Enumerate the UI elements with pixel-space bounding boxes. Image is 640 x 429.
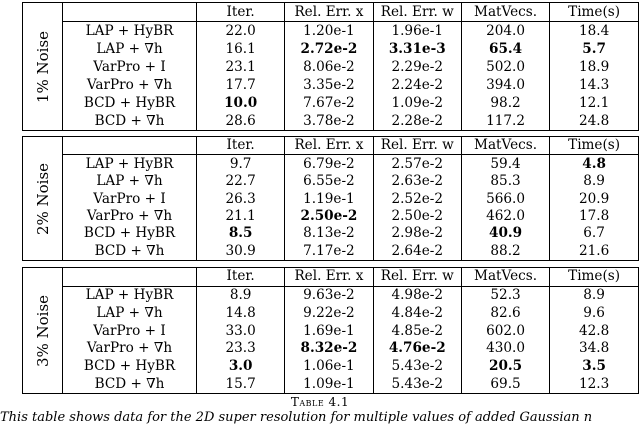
table-row — [63, 208, 638, 225]
table-cell: 1.96e-1 — [373, 22, 461, 41]
table-cell: 2.64e-2 — [373, 243, 461, 260]
table-cell: 34.8 — [550, 340, 638, 358]
table-cell: 8.32e-2 — [285, 340, 373, 358]
method-name: VarPro + ∇h — [86, 340, 173, 357]
table-cell: 1.69e-1 — [285, 322, 373, 340]
table-cell: 2.29e-2 — [373, 58, 461, 76]
table-cell: 21.1 — [197, 208, 285, 225]
column-header: Rel. Err. w — [373, 137, 461, 155]
table-cell: 3.78e-2 — [285, 112, 373, 130]
table-cell: 2.24e-2 — [373, 76, 461, 94]
table-cell: 9.7 — [197, 155, 285, 173]
table-cell: 2.72e-2 — [285, 40, 373, 58]
table-cell: 8.9 — [197, 286, 285, 304]
header-row — [63, 3, 638, 22]
table-cell: 5.43e-2 — [373, 375, 461, 393]
table-cell: 20.9 — [550, 190, 638, 207]
table-cell: 8.5 — [197, 225, 285, 242]
method-name: BCD + HyBR — [83, 225, 176, 242]
table-cell: 4.76e-2 — [373, 340, 461, 358]
table-cell: 2.28e-2 — [373, 112, 461, 130]
header-row — [63, 268, 638, 286]
table-row — [63, 40, 638, 58]
table-cell: 3.31e-3 — [373, 40, 461, 58]
table-row — [63, 305, 638, 323]
table-cell: 14.3 — [550, 76, 638, 94]
table-cell: 2.52e-2 — [373, 190, 461, 207]
table-cell: 18.4 — [550, 22, 638, 41]
noise-label-cell — [23, 137, 63, 260]
noise-label-cell — [23, 268, 63, 393]
table-row — [63, 225, 638, 242]
table-cell: 40.9 — [461, 225, 549, 242]
method-name: VarPro + ∇h — [86, 207, 173, 224]
table-cell: 10.0 — [197, 94, 285, 112]
table-row — [63, 286, 638, 304]
column-header: MatVecs. — [461, 268, 549, 286]
noise-block-1 — [22, 2, 639, 131]
noise-block-2 — [22, 136, 639, 261]
table-cell: 23.1 — [197, 58, 285, 76]
method-name: LAP + HyBR — [85, 287, 174, 304]
noise-label-cell — [23, 3, 63, 130]
column-header: Time(s) — [550, 3, 638, 22]
table-cell: 82.6 — [461, 305, 549, 323]
column-header: Rel. Err. x — [285, 3, 373, 22]
method-name: VarPro + I — [93, 322, 166, 339]
method-name: VarPro + ∇h — [86, 76, 173, 93]
method-name: LAP + ∇h — [96, 304, 163, 321]
table-cell: 602.0 — [461, 322, 549, 340]
table-cell: 5.43e-2 — [373, 358, 461, 376]
table-cell: 2.50e-2 — [285, 208, 373, 225]
table-cell: 4.8 — [550, 155, 638, 173]
table-cell: 394.0 — [461, 76, 549, 94]
table-cell: 22.0 — [197, 22, 285, 41]
table-row — [63, 375, 638, 393]
table-cell: 1.20e-1 — [285, 22, 373, 41]
table-cell: 566.0 — [461, 190, 549, 207]
table-cell: 30.9 — [197, 243, 285, 260]
table-cell: 2.50e-2 — [373, 208, 461, 225]
method-name: BCD + ∇h — [94, 242, 165, 259]
noise-label: 2% Noise — [33, 162, 52, 235]
noise-label: 1% Noise — [33, 30, 52, 103]
table-row — [63, 190, 638, 207]
table-cell: 3.5 — [550, 358, 638, 376]
table-cell: 15.7 — [197, 375, 285, 393]
table-cell: 24.8 — [550, 112, 638, 130]
column-header: Iter. — [197, 268, 285, 286]
method-name: LAP + ∇h — [96, 40, 163, 57]
table-cell: 21.6 — [550, 243, 638, 260]
table-cell: 9.6 — [550, 305, 638, 323]
table-cell: 4.84e-2 — [373, 305, 461, 323]
method-name: BCD + ∇h — [94, 375, 165, 392]
table-cell: 42.8 — [550, 322, 638, 340]
table-cell: 6.79e-2 — [285, 155, 373, 173]
column-header — [63, 137, 197, 155]
table-cell: 2.98e-2 — [373, 225, 461, 242]
table-cell: 6.55e-2 — [285, 173, 373, 190]
method-name: BCD + ∇h — [94, 112, 165, 129]
table-cell: 88.2 — [461, 243, 549, 260]
method-name: VarPro + I — [93, 190, 166, 207]
table-cell: 12.3 — [550, 375, 638, 393]
column-header — [63, 3, 197, 22]
method-name: BCD + HyBR — [83, 94, 176, 111]
table-cell: 7.67e-2 — [285, 94, 373, 112]
column-header: Rel. Err. x — [285, 137, 373, 155]
table-cell: 59.4 — [461, 155, 549, 173]
table-cell: 2.57e-2 — [373, 155, 461, 173]
column-header — [63, 268, 197, 286]
column-header: MatVecs. — [461, 137, 549, 155]
table-cell: 3.0 — [197, 358, 285, 376]
noise-label: 3% Noise — [33, 294, 52, 367]
table-cell: 8.9 — [550, 286, 638, 304]
table-cell: 20.5 — [461, 358, 549, 376]
table-cell: 2.63e-2 — [373, 173, 461, 190]
column-header: Rel. Err. x — [285, 268, 373, 286]
column-header: Time(s) — [550, 137, 638, 155]
table-row — [63, 76, 638, 94]
table-cell: 117.2 — [461, 112, 549, 130]
table-row — [63, 112, 638, 130]
table-cell: 1.09e-1 — [285, 375, 373, 393]
table-cell: 8.13e-2 — [285, 225, 373, 242]
table-cell: 65.4 — [461, 40, 549, 58]
table-cell: 52.3 — [461, 286, 549, 304]
table-cell: 1.09e-2 — [373, 94, 461, 112]
table-caption-text: This table shows data for the 2D super resolution for multiple values of added Gaussian n — [0, 410, 593, 425]
results-table — [63, 3, 638, 130]
table-row — [63, 58, 638, 76]
table-cell: 4.98e-2 — [373, 286, 461, 304]
table-cell: 462.0 — [461, 208, 549, 225]
table-cell: 502.0 — [461, 58, 549, 76]
table-row — [63, 340, 638, 358]
table-cell: 69.5 — [461, 375, 549, 393]
method-name: LAP + HyBR — [85, 155, 174, 172]
table-cell: 7.17e-2 — [285, 243, 373, 260]
table-row — [63, 173, 638, 190]
table-row — [63, 322, 638, 340]
table-cell: 4.85e-2 — [373, 322, 461, 340]
table-cell: 430.0 — [461, 340, 549, 358]
table-cell: 17.8 — [550, 208, 638, 225]
table-cell: 17.7 — [197, 76, 285, 94]
table-cell: 18.9 — [550, 58, 638, 76]
method-name: LAP + HyBR — [85, 22, 174, 39]
method-name: BCD + HyBR — [83, 357, 176, 374]
table-cell: 9.63e-2 — [285, 286, 373, 304]
table-cell: 14.8 — [197, 305, 285, 323]
table-cell: 3.35e-2 — [285, 76, 373, 94]
column-header: Rel. Err. w — [373, 3, 461, 22]
table-cell: 12.1 — [550, 94, 638, 112]
header-row — [63, 137, 638, 155]
column-header: MatVecs. — [461, 3, 549, 22]
table-row — [63, 22, 638, 41]
table-cell: 6.7 — [550, 225, 638, 242]
column-header: Rel. Err. w — [373, 268, 461, 286]
column-header: Iter. — [197, 3, 285, 22]
table-cell: 1.19e-1 — [285, 190, 373, 207]
table-row — [63, 358, 638, 376]
table-cell: 98.2 — [461, 94, 549, 112]
table-row — [63, 155, 638, 173]
results-table — [63, 137, 638, 260]
table-cell: 23.3 — [197, 340, 285, 358]
table-cell: 8.06e-2 — [285, 58, 373, 76]
table-cell: 16.1 — [197, 40, 285, 58]
table-row — [63, 94, 638, 112]
table-cell: 22.7 — [197, 173, 285, 190]
table-cell: 26.3 — [197, 190, 285, 207]
noise-block-3 — [22, 267, 639, 394]
method-name: LAP + ∇h — [96, 173, 163, 190]
results-table — [63, 268, 638, 393]
table-caption-title: Table 4.1 — [290, 395, 350, 409]
table-cell: 204.0 — [461, 22, 549, 41]
table-cell: 28.6 — [197, 112, 285, 130]
table-row — [63, 243, 638, 260]
table-cell: 85.3 — [461, 173, 549, 190]
column-header: Time(s) — [550, 268, 638, 286]
table-cell: 9.22e-2 — [285, 305, 373, 323]
column-header: Iter. — [197, 137, 285, 155]
table-cell: 33.0 — [197, 322, 285, 340]
table-cell: 1.06e-1 — [285, 358, 373, 376]
table-cell: 5.7 — [550, 40, 638, 58]
method-name: VarPro + I — [93, 58, 166, 75]
table-cell: 8.9 — [550, 173, 638, 190]
